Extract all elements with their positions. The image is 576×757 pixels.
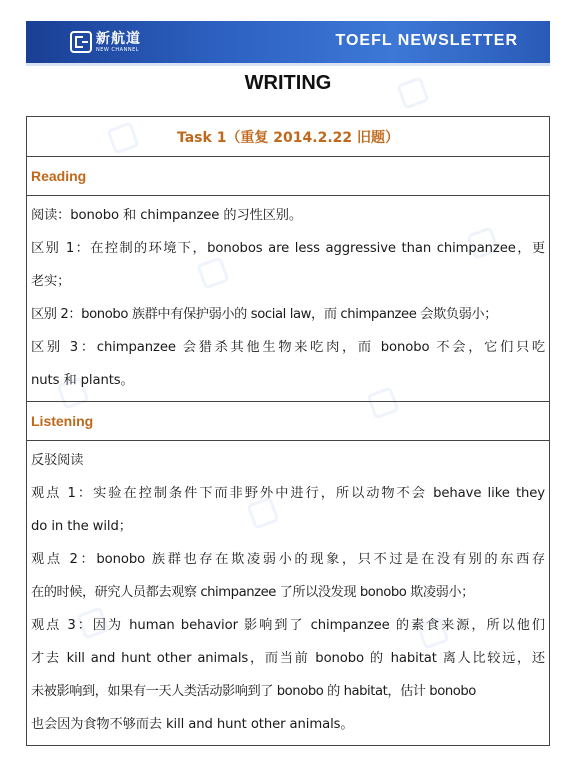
listening-content (27, 441, 549, 745)
task-table (26, 116, 550, 746)
reading-label: Reading (31, 168, 87, 184)
logo-chinese-name: 新航道 (96, 30, 141, 47)
listening-line: 观点 3：因为 human behavior 影响到了 chimpanzee 的素食来源，所以他们 (31, 618, 545, 633)
logo-english-name: NEW CHANNEL (96, 46, 140, 53)
new-channel-logo-icon (70, 31, 92, 53)
reading-line: 区别 2：bonobo 族群中有保护弱小的 social law，而 chimpanzee 会欺负弱小； (31, 307, 498, 322)
listening-line: 观点 2：bonobo 族群也存在欺凌弱小的现象，只不过是在没有别的东西存 (31, 552, 545, 567)
reading-line: 区别 3：chimpanzee 会猎杀其他生物来吃肉，而 bonobo 不会，它们只吃 (31, 340, 545, 355)
brand-logo (70, 28, 141, 56)
reading-content (27, 196, 549, 402)
listening-line: 未被影响到，如果有一天人类活动影响到了 bonobo 的 habitat，估计 bonobo (31, 684, 476, 699)
task-header-row (27, 117, 549, 157)
page-title: WRITING (244, 72, 332, 94)
listening-line: 才去 kill and hunt other animals，而当前 bonobo 的 habitat 离人比较远，还 (31, 651, 545, 666)
reading-header-row (27, 157, 549, 196)
listening-label: Listening (31, 413, 94, 429)
listening-line: 反驳阅读 (31, 453, 84, 468)
task-title: Task 1（重复 2014.2.22 旧题） (176, 129, 400, 146)
listening-line: 观点 1：实验在控制条件下而非野外中进行，所以动物不会 behave like they (31, 486, 545, 501)
reading-line: 区别 1：在控制的环境下，bonobos are less aggressive than chimpanzee，更 (31, 241, 545, 256)
newsletter-title: TOEFL NEWSLETTER (335, 32, 518, 49)
listening-line: 在的时候，研究人员都去观察 chimpanzee 了所以没发现 bonobo 欺凌弱小； (31, 585, 474, 600)
listening-line: do in the wild； (31, 519, 132, 534)
reading-line: 老实； (31, 274, 71, 289)
reading-line: 阅读：bonobo 和 chimpanzee 的习性区别。 (31, 208, 302, 223)
listening-line: 也会因为食物不够而去 kill and hunt other animals。 (31, 717, 354, 732)
header-banner (26, 21, 550, 63)
listening-header-row (27, 402, 549, 441)
reading-line: nuts 和 plants。 (31, 373, 134, 388)
